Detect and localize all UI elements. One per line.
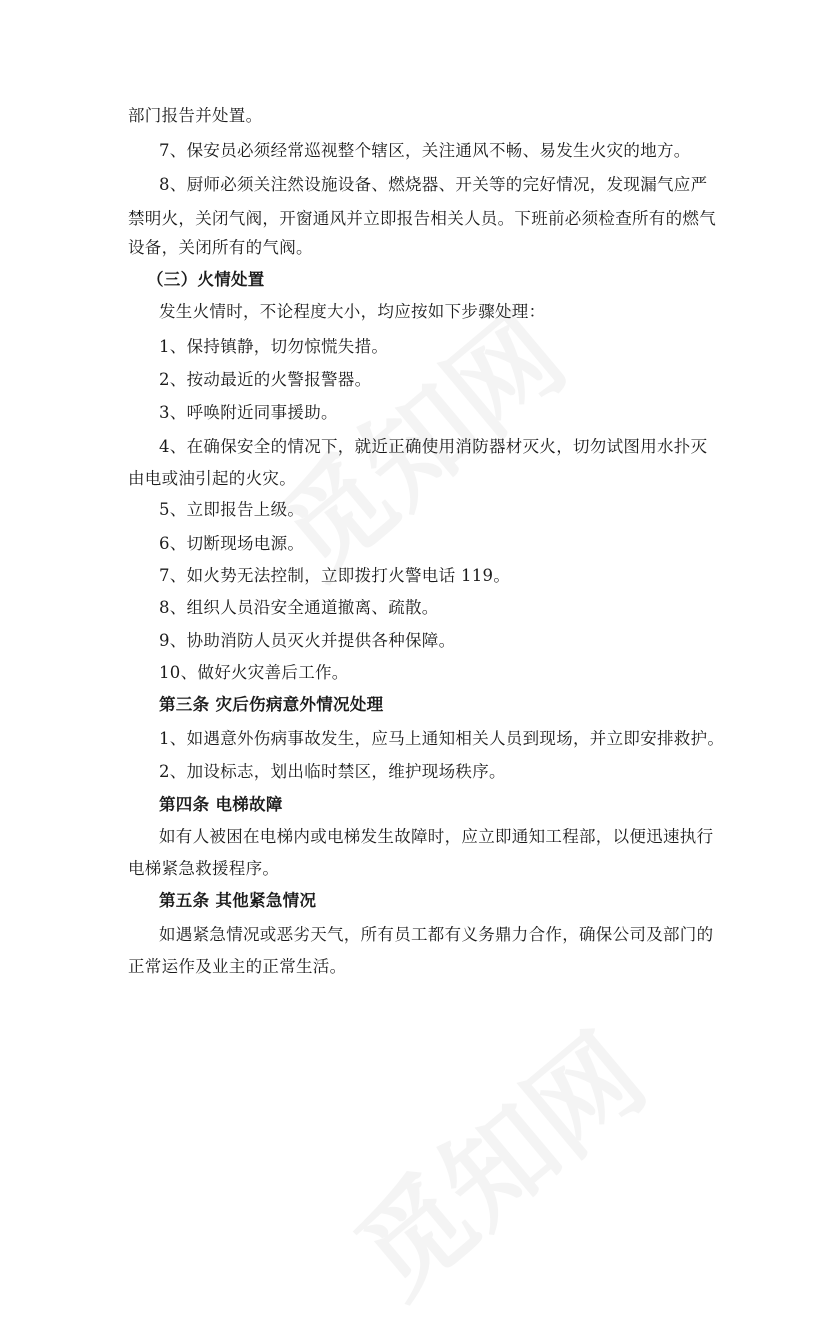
text-line: 设备，关闭所有的气阀。 — [128, 238, 313, 257]
text-line: 7、保安员必须经常巡视整个辖区，关注通风不畅、易发生火灾的地方。 — [159, 141, 691, 160]
text-line: 发生火情时，不论程度大小，均应按如下步骤处理： — [159, 302, 546, 321]
text-line: 如有人被困在电梯内或电梯发生故障时，应立即通知工程部，以便迅速执行 — [159, 827, 714, 846]
article-heading: 第四条 电梯故障 — [159, 795, 283, 814]
text-line: 9、协助消防人员灭火并提供各种保障。 — [159, 631, 456, 650]
text-line: 正常运作及业主的正常生活。 — [128, 957, 347, 976]
watermark — [318, 992, 672, 1325]
text-line: 7、如火势无法控制，立即拨打火警电话 119。 — [159, 566, 511, 585]
text-line: 由电或油引起的火灾。 — [128, 469, 296, 488]
article-heading: 第五条 其他紧急情况 — [159, 891, 317, 910]
text-line: 如遇紧急情况或恶劣天气，所有员工都有义务鼎力合作，确保公司及部门的 — [159, 925, 714, 944]
text-line: 10、做好火灾善后工作。 — [159, 663, 349, 682]
article-heading: 第三条 灾后伤病意外情况处理 — [159, 695, 384, 714]
text-line: 8、厨师必须关注然设施设备、燃烧器、开关等的完好情况，发现漏气应严 — [159, 175, 708, 194]
text-line: 2、加设标志，划出临时禁区，维护现场秩序。 — [159, 762, 506, 781]
text-line: 6、切断现场电源。 — [159, 534, 305, 553]
text-line: 1、如遇意外伤病事故发生，应马上通知相关人员到现场，并立即安排救护。 — [159, 729, 725, 748]
text-line: 2、按动最近的火警报警器。 — [159, 370, 372, 389]
text-line: 1、保持镇静，切勿惊慌失措。 — [159, 337, 389, 356]
text-line: 部门报告并处置。 — [128, 106, 263, 125]
text-line: 电梯紧急救援程序。 — [128, 859, 280, 878]
text-line: 8、组织人员沿安全通道撤离、疏散。 — [159, 598, 439, 617]
text-line: 3、呼唤附近同事援助。 — [159, 403, 338, 422]
section-heading: （三）火情处置 — [147, 270, 265, 289]
text-line: 4、在确保安全的情况下，就近正确使用消防器材灭火，切勿试图用水扑灭 — [159, 437, 708, 456]
text-line: 5、立即报告上级。 — [159, 500, 305, 519]
text-line: 禁明火，关闭气阀，开窗通风并立即报告相关人员。下班前必须检查所有的燃气 — [128, 209, 716, 228]
